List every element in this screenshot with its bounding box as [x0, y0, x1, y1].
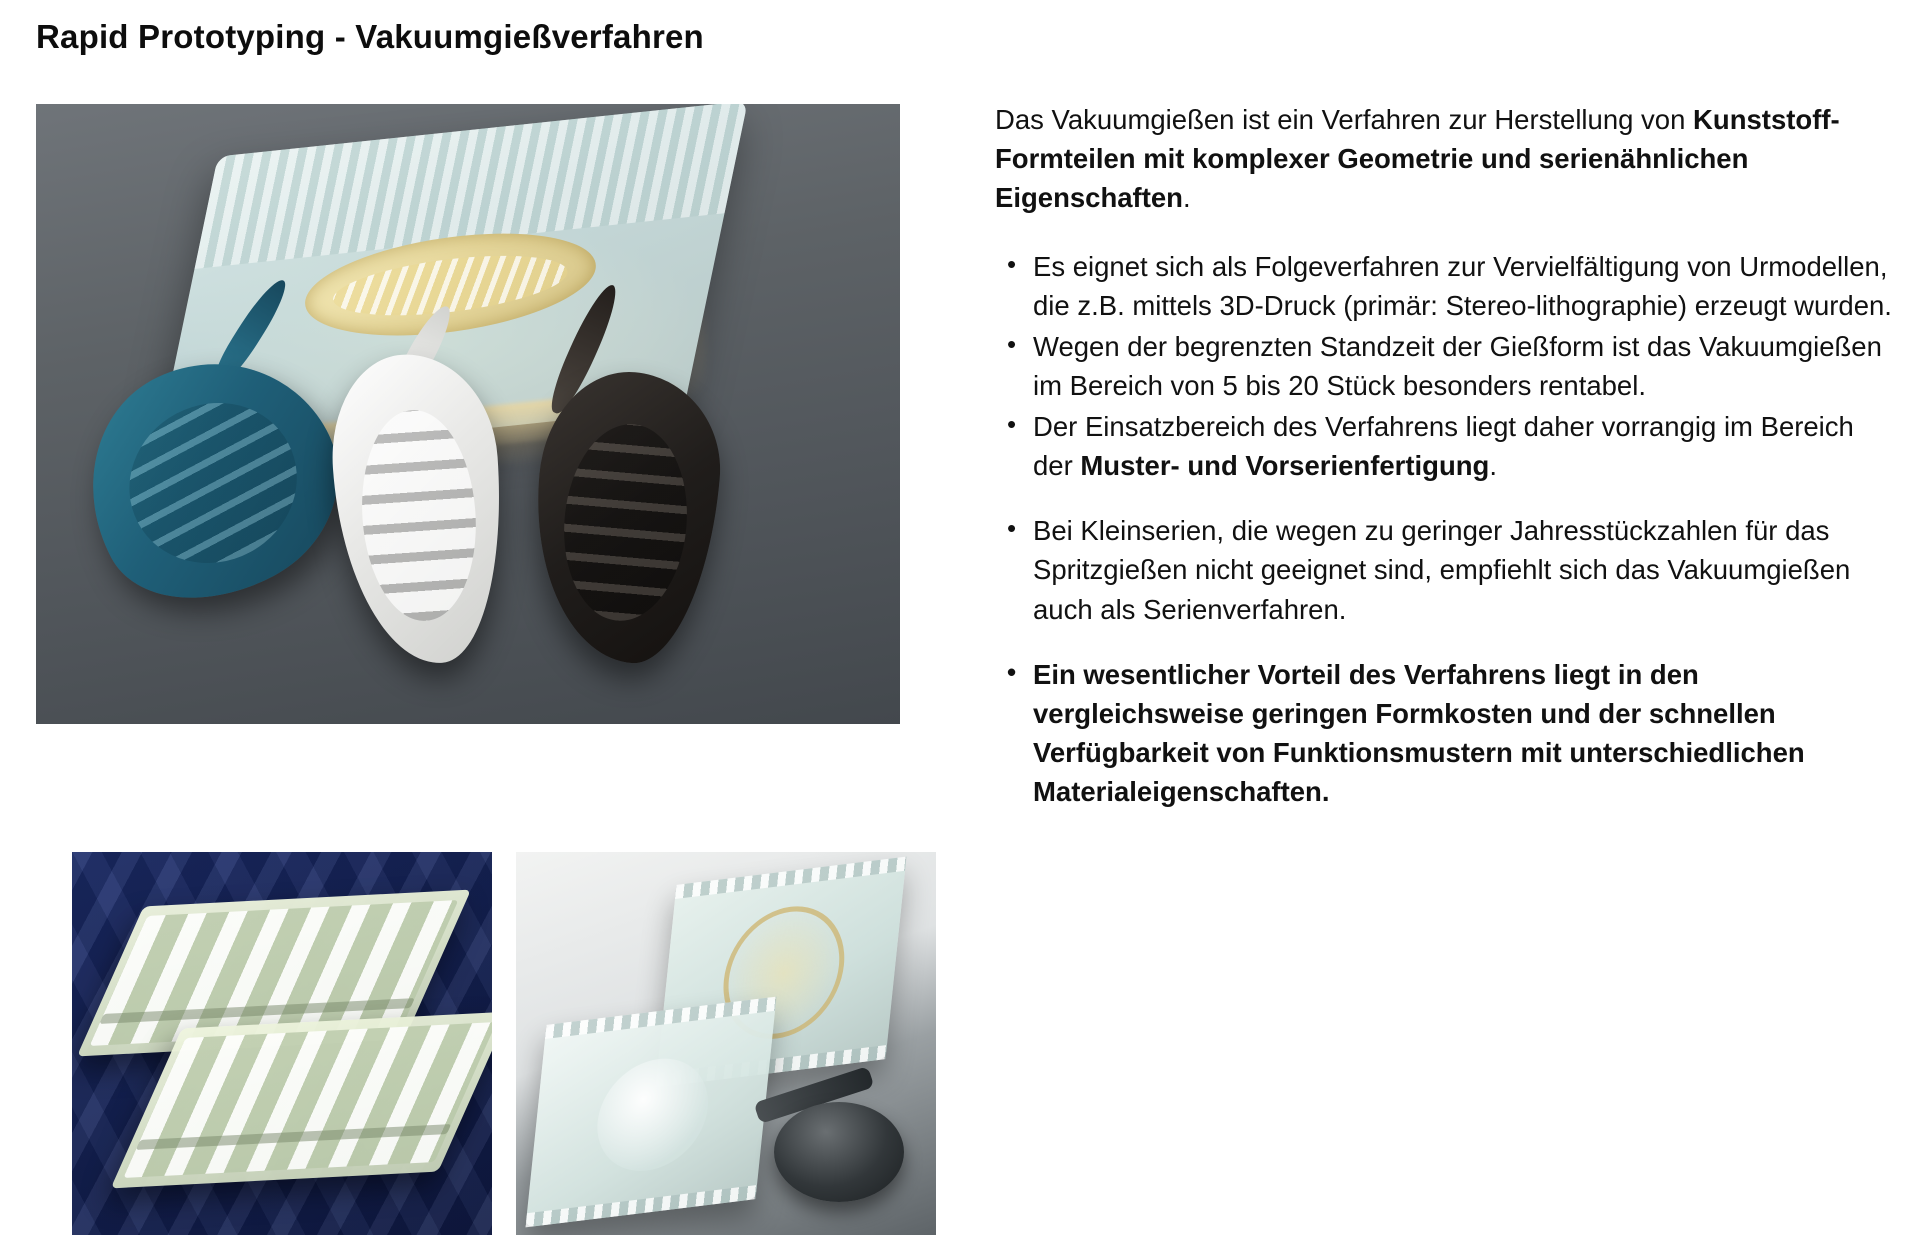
list-item-lead: Der Einsatzbereich des Verfahrens liegt daher vorrangig im Bereich der — [1033, 411, 1854, 482]
bullet-list-group-2 — [995, 511, 1895, 628]
part-ribs — [556, 419, 695, 626]
cast-part-dark-disc — [774, 1102, 904, 1202]
mould-cells — [123, 1022, 492, 1178]
list-item: • Bei Kleinserien, die wegen zu geringer Jahresstückzahlen für das Spritzgießen nicht geeignet sind, empfiehlt sich das Vakuumgießen auch als Serienverfahren. — [995, 511, 1895, 628]
list-item-tail: . — [1489, 450, 1497, 482]
list-item: • Es eignet sich als Folgeverfahren zur Vervielfältigung von Urmodellen, die z.B. mittels 3D-Druck (primär: Stereo-lithographie) erzeugt wurden. — [995, 247, 1895, 325]
intro-bold: Kunststoff-Formteilen mit komplexer Geometrie und serienähnlichen Eigenschaften — [995, 104, 1840, 214]
image-column — [36, 104, 900, 724]
intro-paragraph — [995, 100, 1895, 217]
page-title: Rapid Prototyping - Vakuumgießverfahren — [36, 18, 704, 55]
mould-block-lower — [525, 997, 776, 1228]
list-item: • Ein wesentlicher Vorteil des Verfahrens liegt in den vergleichsweise geringen Formkosten und der schnellen Verfügbarkeit von Funktionsmustern mit unterschiedlichen Materialeigenschaften. — [995, 655, 1895, 811]
photo-silicone-mould-halves-on-blue-cloth — [72, 852, 492, 1235]
text-column — [995, 100, 1895, 837]
photo-vacuum-cast-parts-with-silicone-mould — [36, 104, 900, 724]
list-item: • Wegen der begrenzten Standzeit der Gießform ist das Vakuumgießen im Bereich von 5 bis 20 Stück besonders rentabel. — [995, 327, 1895, 405]
photo-silicone-mould-block-with-cast-part — [516, 852, 936, 1235]
list-item-mixed — [995, 407, 1895, 485]
image-row-bottom — [72, 852, 936, 1235]
list-item-bold: Muster- und Vorserienfertigung — [1080, 450, 1490, 482]
part-ribs — [356, 406, 483, 624]
bullet-list-group-3 — [995, 655, 1895, 811]
mould-edge-serration — [545, 997, 776, 1039]
bullet-list-group-1 — [995, 247, 1895, 485]
intro-tail: . — [1182, 182, 1191, 214]
part-ribs — [101, 374, 325, 592]
mould-edge-serration — [525, 1185, 756, 1227]
mould-edge-serration — [675, 857, 906, 899]
intro-lead: Das Vakuumgießen ist ein Verfahren zur Herstellung von — [995, 104, 1694, 135]
